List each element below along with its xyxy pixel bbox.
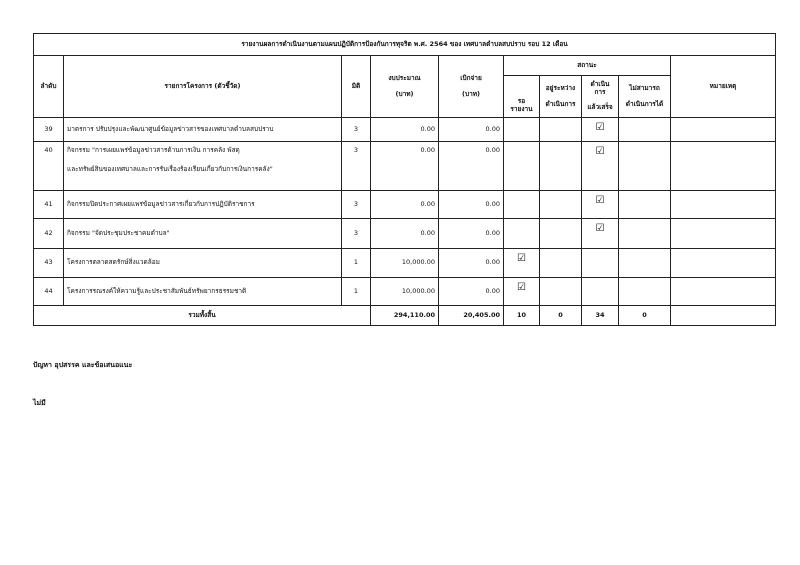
row-status-unable <box>619 219 671 249</box>
row-project-line1: กิจกรรม "การเผยแพร่ข้อมูลข่าวสารด้านการเงิน การคลัง พัสดุ <box>67 146 240 154</box>
row-budget: 0.00 <box>371 118 439 142</box>
row-project: มาตรการ ปรับปรุงและพัฒนาศูนย์ข้อมูลข่าวสารของเทศบาลตำบลสบปราบ <box>64 118 342 142</box>
row-remark <box>671 118 776 142</box>
row-status-in-progress <box>540 142 582 191</box>
row-project-line2: และทรัพย์สินของเทศบาลและการรับเรื่องร้องเรียนเกี่ยวกับการเงินการคลัง" <box>67 165 273 174</box>
row-project: โครงการตลาดสดรักษ์สิ่งแวดล้อม <box>64 249 342 278</box>
row-status-done <box>582 191 619 219</box>
header-dimension: มิติ <box>342 56 371 118</box>
row-budget: 10,000.00 <box>371 249 439 278</box>
header-status: สถานะ <box>504 56 671 76</box>
header-no: ลำดับ <box>34 56 64 118</box>
row-status-done <box>582 118 619 142</box>
row-status-pending <box>504 191 540 219</box>
row-status-pending <box>504 118 540 142</box>
table-row <box>34 249 776 278</box>
report-title: รายงานผลการดำเนินงานตามแผนปฏิบัติการป้องกันการทุจริต พ.ศ. 2564 ของ เทศบาลตำบลสบปราบ รอบ 12 เดือน <box>34 34 776 56</box>
row-dimension: 1 <box>342 249 371 278</box>
row-status-unable <box>619 118 671 142</box>
row-no: 40 <box>34 142 64 191</box>
row-status-in-progress <box>540 118 582 142</box>
row-spent: 0.00 <box>439 278 504 306</box>
total-pending: 10 <box>504 306 540 326</box>
row-status-in-progress <box>540 191 582 219</box>
checkbox-checked-icon: ☑ <box>595 195 605 206</box>
row-no: 39 <box>34 118 64 142</box>
row-no: 43 <box>34 249 64 278</box>
header-in-progress <box>540 76 582 118</box>
total-row <box>34 306 776 326</box>
total-remark <box>671 306 776 326</box>
row-status-in-progress <box>540 249 582 278</box>
row-project: โครงการรณรงค์ให้ความรู้และประชาสัมพันธ์ทรัพยากรธรรมชาติ <box>64 278 342 306</box>
row-remark <box>671 191 776 219</box>
row-project: กิจกรรม "จัดประชุมประชาคมตำบล" <box>64 219 342 249</box>
header-done-line2: แล้วเสร็จ <box>587 103 613 112</box>
total-in-progress: 0 <box>540 306 582 326</box>
header-budget <box>371 56 439 118</box>
checkbox-checked-icon: ☑ <box>595 146 605 157</box>
row-status-done <box>582 249 619 278</box>
row-budget: 0.00 <box>371 142 439 191</box>
total-done: 34 <box>582 306 619 326</box>
row-remark <box>671 278 776 306</box>
header-unable-line2: ดำเนินการได้ <box>625 99 664 108</box>
header-in-progress-line1: อยู่ระหว่าง <box>545 84 576 93</box>
row-status-done <box>582 278 619 306</box>
row-status-pending <box>504 278 540 306</box>
checkbox-checked-icon: ☑ <box>517 282 526 293</box>
row-remark <box>671 142 776 191</box>
row-no: 42 <box>34 219 64 249</box>
row-dimension: 1 <box>342 278 371 306</box>
table-row <box>34 142 776 191</box>
row-dimension: 3 <box>342 191 371 219</box>
table-row <box>34 191 776 219</box>
row-status-in-progress <box>540 278 582 306</box>
row-project: กิจกรรมปิดประกาศเผยแพร่ข้อมูลข่าวสารเกี่ยวกับการปฏิบัติราชการ <box>64 191 342 219</box>
checkbox-checked-icon: ☑ <box>595 223 605 234</box>
row-no: 41 <box>34 191 64 219</box>
row-budget: 0.00 <box>371 219 439 249</box>
total-label: รวมทั้งสิ้น <box>34 306 371 326</box>
header-project: รายการโครงการ (ตัวชี้วัด) <box>64 56 342 118</box>
row-remark <box>671 249 776 278</box>
header-spent-line2: (บาท) <box>461 89 480 98</box>
problems-value: ไม่มี <box>33 399 46 407</box>
row-status-done <box>582 142 619 191</box>
header-done-line1: ดำเนินการ <box>590 80 610 96</box>
row-status-pending <box>504 219 540 249</box>
total-unable: 0 <box>619 306 671 326</box>
total-budget: 294,110.00 <box>371 306 439 326</box>
header-pending: รอรายงาน <box>504 76 540 118</box>
row-remark <box>671 219 776 249</box>
row-status-unable <box>619 142 671 191</box>
row-status-in-progress <box>540 219 582 249</box>
table-row <box>34 118 776 142</box>
header-spent-line1: เบิกจ่าย <box>460 74 482 83</box>
row-spent: 0.00 <box>439 191 504 219</box>
header-in-progress-line2: ดำเนินการ <box>545 99 576 108</box>
row-status-unable <box>619 249 671 278</box>
row-no: 44 <box>34 278 64 306</box>
row-spent: 0.00 <box>439 118 504 142</box>
row-budget: 10,000.00 <box>371 278 439 306</box>
row-dimension: 3 <box>342 219 371 249</box>
header-budget-line1: งบประมาณ <box>388 74 421 83</box>
problems-label: ปัญหา อุปสรรค และข้อเสนอแนะ <box>33 361 133 369</box>
header-unable-line1: ไม่สามารถ <box>629 84 660 93</box>
header-spent <box>439 56 504 118</box>
row-status-unable <box>619 191 671 219</box>
row-status-done <box>582 219 619 249</box>
checkbox-checked-icon: ☑ <box>517 253 526 264</box>
checkbox-checked-icon: ☑ <box>595 122 605 133</box>
row-status-pending <box>504 142 540 191</box>
table-row <box>34 219 776 249</box>
row-project <box>64 142 342 191</box>
header-unable <box>619 76 671 118</box>
report-table <box>33 33 776 326</box>
row-dimension: 3 <box>342 118 371 142</box>
row-status-unable <box>619 278 671 306</box>
row-dimension: 3 <box>342 142 371 191</box>
header-done <box>582 76 619 118</box>
row-budget: 0.00 <box>371 191 439 219</box>
table-row <box>34 278 776 306</box>
row-status-pending <box>504 249 540 278</box>
total-spent: 20,405.00 <box>439 306 504 326</box>
row-spent: 0.00 <box>439 249 504 278</box>
header-remark: หมายเหตุ <box>671 56 776 118</box>
header-budget-line2: (บาท) <box>395 89 414 98</box>
row-spent: 0.00 <box>439 142 504 191</box>
row-spent: 0.00 <box>439 219 504 249</box>
